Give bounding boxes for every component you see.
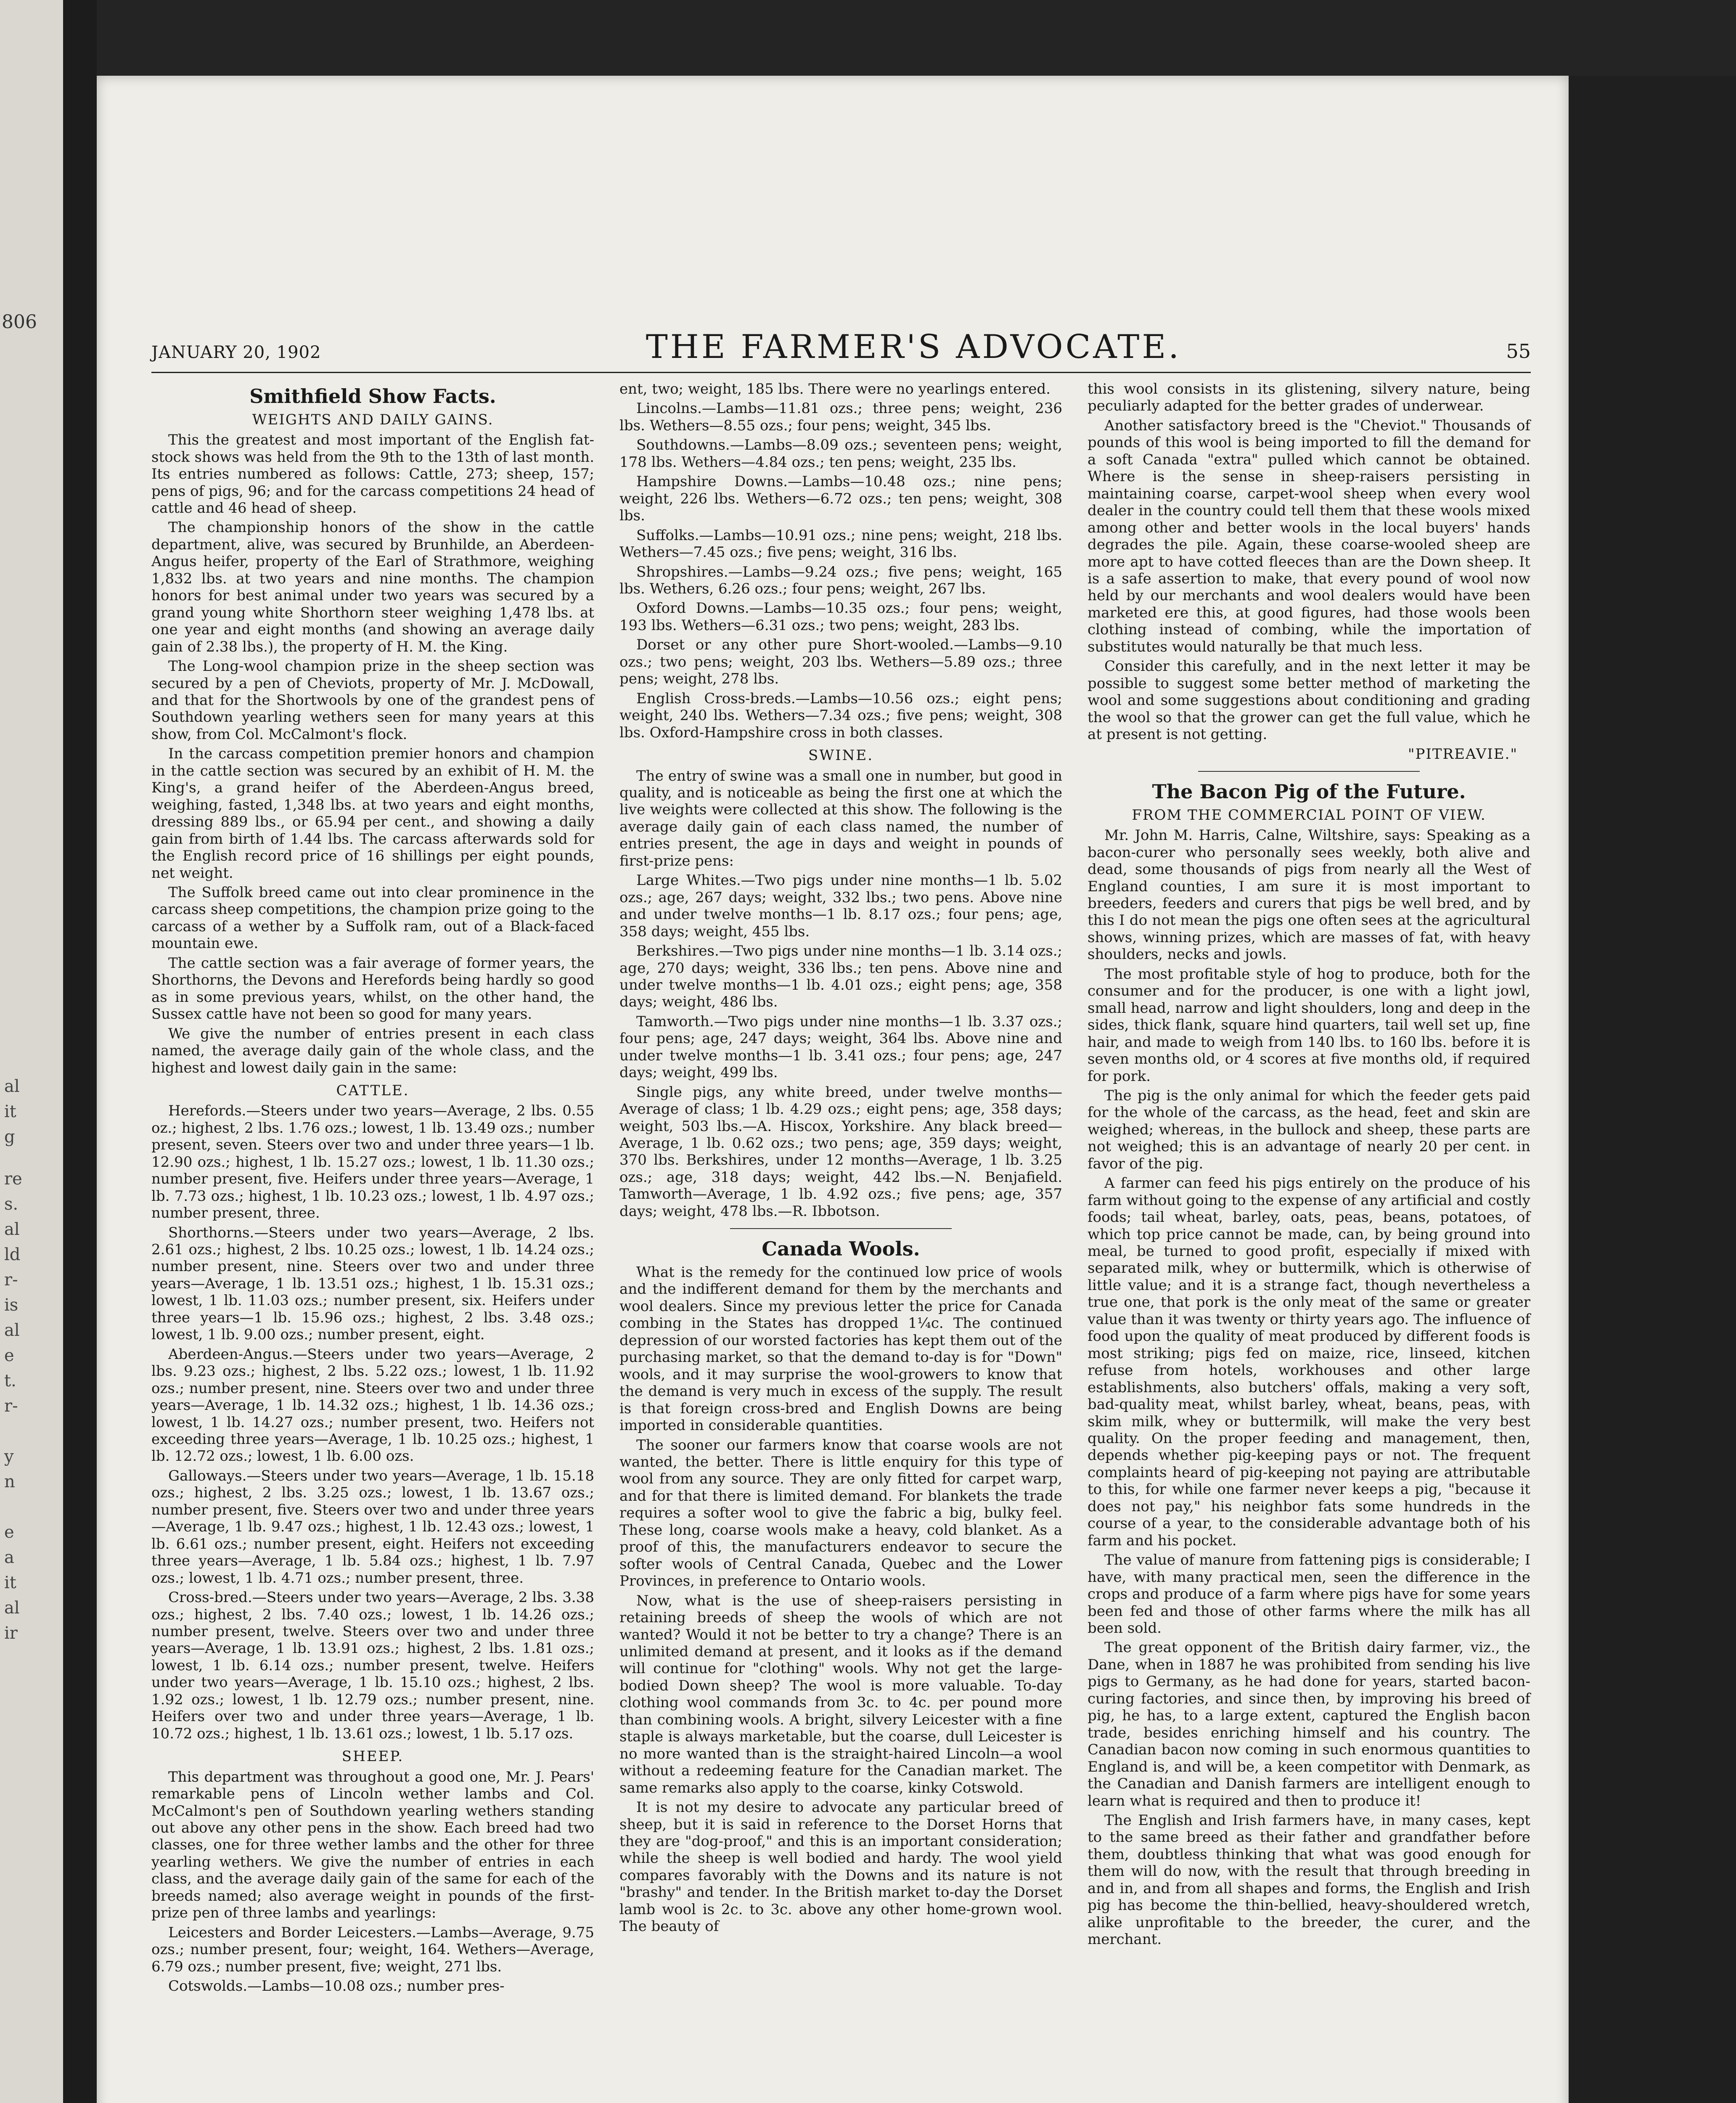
paragraph: Suffolks.—Lambs—10.91 ozs.; nine pens; weight, 218 lbs. Wethers—7.45 ozs.; five pens; weight, 316 lbs. [619, 527, 1062, 561]
adjacent-page-text-fragment: al [4, 1220, 20, 1239]
adjacent-page-text-fragment: re [4, 1169, 22, 1189]
top-background [97, 0, 1736, 76]
article-columns [151, 381, 1531, 1997]
paragraph: Leicesters and Border Leicesters.—Lambs—Average, 9.75 ozs.; number present, four; weight, 164. Wethers—Average, 6.79 ozs.; number present, five; weight, 271 lbs. [151, 1924, 594, 1975]
paragraph: Consider this carefully, and in the next letter it may be possible to suggest some better method of marketing the wool and some suggestions about conditioning and grading the wool so that the grower can get the full value, which he at present is not getting. [1088, 658, 1530, 743]
adjacent-page-text-fragment: ir [4, 1624, 18, 1643]
adjacent-page-text-fragment: ld [4, 1245, 21, 1264]
masthead [151, 328, 1531, 373]
paragraph: The great opponent of the British dairy farmer, viz., the Dane, when in 1887 he was prohibited from sending his live pigs to Germany, as he had done for years, started bacon-curing factories, and since then, by improving his breed of pig, he has, to a large extent, captured the English bacon trade, besides enriching himself and his country. The Canadian bacon now coming in such enormous quantities to England is, and will be, a keen competitor with Denmark, as the Canadian and Danish farmers are intelligent enough to learn what is required and then to produce it! [1088, 1639, 1530, 1809]
article-title-bacon-pig: The Bacon Pig of the Future. [1152, 780, 1466, 803]
publication-title: THE FARMER'S ADVOCATE. [646, 328, 1182, 366]
paragraph: The value of manure from fattening pigs is considerable; I have, with many practical men, seen the difference in the crops and produce of a farm where pigs have for some years been fed and those of other farms where the milk has all been sold. [1088, 1552, 1530, 1637]
article-divider [1198, 771, 1420, 772]
paragraph: Oxford Downs.—Lambs—10.35 ozs.; four pens; weight, 193 lbs. Wethers—6.31 ozs.; two pens; weight, 283 lbs. [619, 600, 1062, 634]
adjacent-page-text-fragment: it [4, 1102, 16, 1121]
paragraph: This department was throughout a good one, Mr. J. Pears' remarkable pens of Lincoln wether lambs and Col. McCalmont's pen of Southdown yearling wethers standing out above any other pens in the show. Each breed had two classes, one for three wether lambs and the other for three yearling wethers. We give the number of entries in each class, and the average daily gain of the same for each of the breeds named; also average weight in pounds of the first-prize pen of three lambs and yearlings: [151, 1768, 594, 1922]
column-1 [151, 381, 594, 1997]
paragraph: Now, what is the use of sheep-raisers persisting in retaining breeds of sheep the wools of which are not wanted? Would it not be better to try a change? There is an unlimited demand at present, and it looks as if the demand will continue for "clothing" wools. Why not get the large-bodied Down sheep? The wool is more valuable. To-day clothing wool commands from 3c. to 4c. per pound more than combining wools. A bright, silvery Leicester with a fine staple is always marketable, but the coarse, dull Leicester is no more wanted than is the straight-haired Lincoln—a wool without a redeeming feature for the Canadian market. The same remarks also apply to the coarse, kinky Cotswold. [619, 1592, 1062, 1796]
adjacent-page-text-fragment: al [4, 1321, 20, 1340]
column-2 [619, 381, 1062, 1997]
author-signature: "PITREAVIE." [1408, 745, 1518, 763]
paragraph: Large Whites.—Two pigs under nine months—1 lb. 5.02 ozs.; age, 267 days; weight, 332 lbs.; two pens. Above nine and under twelve months—1 lb. 8.17 ozs.; four pens; age, 358 days; weight, 455 lbs. [619, 872, 1062, 940]
section-heading-sheep: SHEEP. [341, 1748, 404, 1765]
paragraph: Dorset or any other pure Short-wooled.—Lambs—9.10 ozs.; two pens; weight, 203 lbs. Wethers—5.89 ozs.; three pens; weight, 278 lbs. [619, 636, 1062, 688]
adjacent-page-text-fragment: al [4, 1077, 20, 1096]
adjacent-page-text-fragment: r- [4, 1396, 18, 1416]
article-divider [730, 1228, 952, 1229]
paragraph: Tamworth.—Two pigs under nine months—1 lb. 3.37 ozs.; four pens; age, 247 days; weight, 364 lbs. Above nine and under twelve months—1 lb. 3.41 ozs.; four pens; age, 247 days; weight, 499 lbs. [619, 1013, 1062, 1081]
paragraph: Single pigs, any white breed, under twelve months—Average of class; 1 lb. 4.29 ozs.; eight pens; age, 358 days; weight, 503 lbs.—A. Hiscox, Yorkshire. Any black breed—Average, 1 lb. 0.62 ozs.; two pens; age, 359 days; weight, 370 lbs. Berkshires, under 12 months—Average, 1 lb. 3.25 ozs.; age, 318 days; weight, 442 lbs.—N. Benjafield. Tamworth—Average, 1 lb. 4.92 ozs.; five pens; age, 357 days; weight, 478 lbs.—R. Ibbotson. [619, 1083, 1062, 1220]
paragraph: The sooner our farmers know that coarse wools are not wanted, the better. There is little enquiry for this type of wool from any source. They are only fitted for carpet warp, and for that there is limited demand. For blankets the trade requires a softer wool to give the fabric a big, bulky feel. These long, coarse wools make a heavy, cold blanket. As a proof of this, the manufacturers endeavor to secure the softer wools of Central Canada, Quebec and the Lower Provinces, in preference to Ontario wools. [619, 1436, 1062, 1590]
paragraph: Shorthorns.—Steers under two years—Average, 2 lbs. 2.61 ozs.; highest, 2 lbs. 10.25 ozs.; lowest, 1 lb. 14.24 ozs.; number present, nine. Steers over two and under three years—Average, 1 lb. 13.51 ozs.; highest, 1 lb. 15.31 ozs.; lowest, 1 lb. 11.03 ozs.; number present, six. Heifers under three years—1 lb. 15.96 ozs.; highest, 2 lbs. 3.48 ozs.; lowest, 1 lb. 9.00 ozs.; number present, eight. [151, 1224, 594, 1343]
article-title-canada-wools: Canada Wools. [762, 1237, 920, 1261]
column-3 [1088, 381, 1530, 1997]
paragraph: We give the number of entries present in each class named, the average daily gain of the whole class, and the highest and lowest daily gain in the same: [151, 1025, 594, 1076]
paragraph: The most profitable style of hog to produce, both for the consumer and for the producer, is one with a light jowl, small head, narrow and light shoulders, long and deep in the sides, thick flank, square hind quarters, tail well set up, fine hair, and made to weigh from 140 lbs. to 160 lbs. before it is seven months old, or 4 scores at five months old, if required for pork. [1088, 965, 1530, 1085]
article-title-smithfield: Smithfield Show Facts. [249, 385, 496, 408]
paragraph: Mr. John M. Harris, Calne, Wiltshire, says: Speaking as a bacon-curer who personally sees weekly, both alive and dead, some thousands of pigs from nearly all the West of England counties, I am sure it is most important to breeders, feeders and curers that pigs be well bred, and by this I do not mean the pigs one often sees at the agricultural shows, winning prizes, which are masses of fat, with heavy shoulders, necks and jowls. [1088, 827, 1530, 963]
issue-date: JANUARY 20, 1902 [151, 343, 321, 362]
paragraph: This the greatest and most important of the English fat-stock shows was held from the 9th to the 13th of last month. Its entries numbered as follows: Cattle, 273; sheep, 157; pens of pigs, 96; and for the carcass competitions 24 head of cattle and 46 head of sheep. [151, 432, 594, 516]
right-background [1569, 76, 1736, 2103]
paragraph: In the carcass competition premier honors and champion in the cattle section was secured by an exhibit of H. M. the King's, a grand heifer of the Aberdeen-Angus breed, weighing, fasted, 1,348 lbs. at two years and eight months, dressing 889 lbs., or 65.94 per cent., and showing a daily gain from birth of 1.44 lbs. The carcass afterwards sold for the English record price of 16 shillings per eight pounds, net weight. [151, 745, 594, 882]
paragraph: Another satisfactory breed is the "Cheviot." Thousands of pounds of this wool is being imported to fill the demand for a soft Canada "extra" pulled which cannot be obtained. Where is the sense in sheep-raisers persisting in maintaining coarse, carpet-wool sheep when every wool dealer in the country could tell them that these wools mixed among other and better wools in the local buyers' hands degrades the pile. Again, these coarse-wooled sheep are more apt to have cotted fleeces than are the Down sheep. It is a safe assertion to make, that every pound of wool now held by our merchants and wool dealers would have been marketed ere this, at good figures, had those wools been clothing instead of combing, while the importation of substitutes would naturally be that much less. [1088, 417, 1530, 655]
paragraph: The championship honors of the show in the cattle department, alive, was secured by Brunhilde, an Aberdeen-Angus heifer, property of the Earl of Strathmore, weighing 1,832 lbs. at two years and nine months. The champion honors for best animal under two years was secured by a grand young white Shorthorn steer weighing 1,478 lbs. at one year and eight months (and showing an average daily gain of 2.38 lbs.), the property of H. M. the King. [151, 519, 594, 655]
adjacent-page-text-fragment: t. [4, 1371, 16, 1391]
paragraph: Aberdeen-Angus.—Steers under two years—Average, 2 lbs. 9.23 ozs.; highest, 2 lbs. 5.22 ozs.; lowest, 1 lb. 11.92 ozs.; number present, nine. Steers over two and under three years—Average, 1 lb. 14.32 ozs.; highest, 1 lb. 14.36 ozs.; lowest, 1 lb. 14.27 ozs.; number present, two. Heifers not exceeding three years—Average, 1 lb. 10.25 ozs.; highest, 1 lb. 12.72 ozs.; lowest, 1 lb. 6.00 ozs. [151, 1345, 594, 1465]
paragraph: Galloways.—Steers under two years—Average, 1 lb. 15.18 ozs.; highest, 2 lbs. 3.25 ozs.; lowest, 1 lb. 13.67 ozs.; number present, five. Steers over two and under three years—Average, 1 lb. 9.47 ozs.; highest, 1 lb. 12.43 ozs.; lowest, 1 lb. 6.61 ozs.; number present, eight. Heifers not exceeding three years—Average, 1 lb. 5.84 ozs.; highest, 1 lb. 7.97 ozs.; lowest, 1 lb. 4.71 ozs.; number present, three. [151, 1467, 594, 1587]
paragraph: The pig is the only animal for which the feeder gets paid for the whole of the carcass, as the head, feet and skin are weighed; whereas, in the bullock and sheep, these parts are not weighed; this is an advantage of nearly 20 per cent. in favor of the pig. [1088, 1087, 1530, 1172]
gutter-shadow [63, 0, 97, 2103]
paragraph: Southdowns.—Lambs—8.09 ozs.; seventeen pens; weight, 178 lbs. Wethers—4.84 ozs.; ten pens; weight, 235 lbs. [619, 437, 1062, 471]
adjacent-page-text-fragment: it [4, 1573, 16, 1592]
paragraph: Lincolns.—Lambs—11.81 ozs.; three pens; weight, 236 lbs. Wethers—8.55 ozs.; four pens; weight, 345 lbs. [619, 400, 1062, 434]
adjacent-page-text-fragment: y [4, 1447, 14, 1466]
paragraph: Cotswolds.—Lambs—10.08 ozs.; number pres- [168, 1978, 505, 1995]
section-heading-swine: SWINE. [808, 747, 874, 764]
paragraph: this wool consists in its glistening, silvery nature, being peculiarly adapted for the better grades of underwear. [1088, 381, 1530, 415]
page-number: 55 [1506, 340, 1531, 363]
paragraph: English Cross-breds.—Lambs—10.56 ozs.; eight pens; weight, 240 lbs. Wethers—7.34 ozs.; five pens; weight, 308 lbs. Oxford-Hampshire cross in both classes. [619, 690, 1062, 741]
page-content [151, 328, 1531, 1997]
article-subtitle: FROM THE COMMERCIAL POINT OF VIEW. [1132, 806, 1486, 824]
paragraph: What is the remedy for the continued low price of wools and the indifferent demand for them by the merchants and wool dealers. Since my previous letter the price for Canada combing in the States has dropped 1¼c. The continued depression of our worsted factories has kept them out of the purchasing market, so that the demand to-day is for "Down" wools, and it may surprise the wool-growers to know that the demand is very much in excess of the supply. The result is that foreign cross-bred and English Downs are being imported in considerable quantities. [619, 1264, 1062, 1434]
adjacent-page-text-fragment: s. [4, 1195, 19, 1214]
paragraph: The Suffolk breed came out into clear prominence in the carcass sheep competitions, the champion prize going to the carcass of a wether by a Suffolk ram, out of a Black-faced mountain ewe. [151, 884, 594, 952]
paragraph: A farmer can feed his pigs entirely on the produce of his farm without going to the expense of any artificial and costly foods; tail wheat, barley, oats, peas, beans, potatoes, of which top price cannot be made, can, by being ground into meal, be turned to good profit, especially if mixed with separated milk, whey or buttermilk, which is otherwise of little value; and it is a strange fact, though nevertheless a true one, that pork is the only meat of the same or greater value than it was twenty or thirty years ago. The influence of food upon the quality of meat produced by different foods is most striking; pigs fed on maize, rice, linseed, kitchen refuse from hotels, workhouses and other large establishments, also butchers' offals, making a very soft, bad-quality meat, whilst barley, wheat, beans, peas, with skim milk, whey or buttermilk, will make the very best quality. On the proper feeding and management, then, depends whether pig-keeping pays or not. The frequent complaints heard of pig-keeping not paying are attributable to this, for while one farmer never keeps a pig, "because it does not pay," his neighbor fats some hundreds in the course of a year, to the considerable advantage both of his farm and his pocket. [1088, 1175, 1530, 1549]
paragraph: ent, two; weight, 185 lbs. There were no yearlings entered. [619, 381, 1051, 397]
adjacent-page-edge [0, 0, 63, 2103]
adjacent-page-text-fragment: is [4, 1295, 19, 1315]
adjacent-page-text-fragment: n [4, 1472, 15, 1491]
newspaper-page [97, 76, 1569, 2103]
adjacent-page-text-fragment: g [4, 1127, 15, 1147]
adjacent-page-text-fragment: al [4, 1598, 20, 1618]
adjacent-page-text-fragment: r- [4, 1270, 18, 1290]
section-heading-cattle: CATTLE. [336, 1082, 410, 1099]
paragraph: The cattle section was a fair average of former years, the Shorthorns, the Devons and Herefords being hardly so good as in some previous years, whilst, on the other hand, the Sussex cattle have not been so good for many years. [151, 954, 594, 1023]
paragraph: The English and Irish farmers have, in many cases, kept to the same breed as their father and grandfather before them, doubtless thinking that what was good enough for them will do now, with the result that through breeding in and in, and from all shapes and forms, the English and Irish pig has become the thin-bellied, heavy-shouldered wretch, alike unprofitable to the breeder, the curer, and the merchant. [1088, 1812, 1530, 1948]
adjacent-page-text-fragment: a [4, 1548, 14, 1567]
adjacent-page-text-fragment: e [4, 1346, 14, 1365]
paragraph: Herefords.—Steers under two years—Average, 2 lbs. 0.55 oz.; highest, 2 lbs. 1.76 ozs.; lowest, 1 lb. 13.49 ozs.; number present, seven. Steers over two and under three years—1 lb. 12.90 ozs.; highest, 1 lb. 15.27 ozs.; lowest, 1 lb. 11.30 ozs.; number present, five. Heifers under three years—Average, 1 lb. 7.73 ozs.; highest, 1 lb. 10.23 ozs.; lowest, 1 lb. 4.97 ozs.; number present, three. [151, 1102, 594, 1222]
paragraph: It is not my desire to advocate any particular breed of sheep, but it is said in reference to the Dorset Horns that they are "dog-proof," and this is an important consideration; while the sheep is well bodied and hardy. The wool yield compares favorably with the Downs and its nature is not "brashy" and tender. In the British market to-day the Dorset lamb wool is 2c. to 3c. above any other home-grown wool. The beauty of [619, 1799, 1062, 1935]
paragraph: Shropshires.—Lambs—9.24 ozs.; five pens; weight, 165 lbs. Wethers, 6.26 ozs.; four pens; weight, 267 lbs. [619, 563, 1062, 597]
paragraph: Berkshires.—Two pigs under nine months—1 lb. 3.14 ozs.; age, 270 days; weight, 336 lbs.; ten pens. Above nine and under twelve months—1 lb. 4.01 ozs.; eight pens; age, 358 days; weight, 486 lbs. [619, 943, 1062, 1011]
paragraph: The entry of swine was a small one in number, but good in quality, and is noticeable as being the first one at which the live weights were collected at this show. The following is the average daily gain of each class named, the number of entries present, the age in days and weight in pounds of first-prize pens: [619, 767, 1062, 869]
paragraph: Hampshire Downs.—Lambs—10.48 ozs.; nine pens; weight, 226 lbs. Wethers—6.72 ozs.; ten pens; weight, 308 lbs. [619, 473, 1062, 524]
adjacent-page-number: 806 [2, 311, 37, 333]
adjacent-page-text-fragment: e [4, 1523, 14, 1542]
paragraph: Cross-bred.—Steers under two years—Average, 2 lbs. 3.38 ozs.; highest, 2 lbs. 7.40 ozs.; lowest, 1 lb. 14.26 ozs.; number present, twelve. Steers over two and under three years—Average, 1 lb. 13.91 ozs.; highest, 2 lbs. 1.81 ozs.; lowest, 1 lb. 6.14 ozs.; number present, twelve. Heifers under two years—Average, 1 lb. 15.10 ozs.; highest, 2 lbs. 1.92 ozs.; lowest, 1 lb. 12.79 ozs.; number present, nine. Heifers over two and under three years—Average, 1 lb. 10.72 ozs.; highest, 1 lb. 13.61 ozs.; lowest, 1 lb. 5.17 ozs. [151, 1589, 594, 1742]
article-subtitle: WEIGHTS AND DAILY GAINS. [252, 411, 494, 428]
paragraph: The Long-wool champion prize in the sheep section was secured by a pen of Cheviots, property of Mr. J. McDowall, and that for the Shortwools by one of the grandest pens of Southdown yearling wethers seen for many years at this show, from Col. McCalmont's flock. [151, 658, 594, 743]
